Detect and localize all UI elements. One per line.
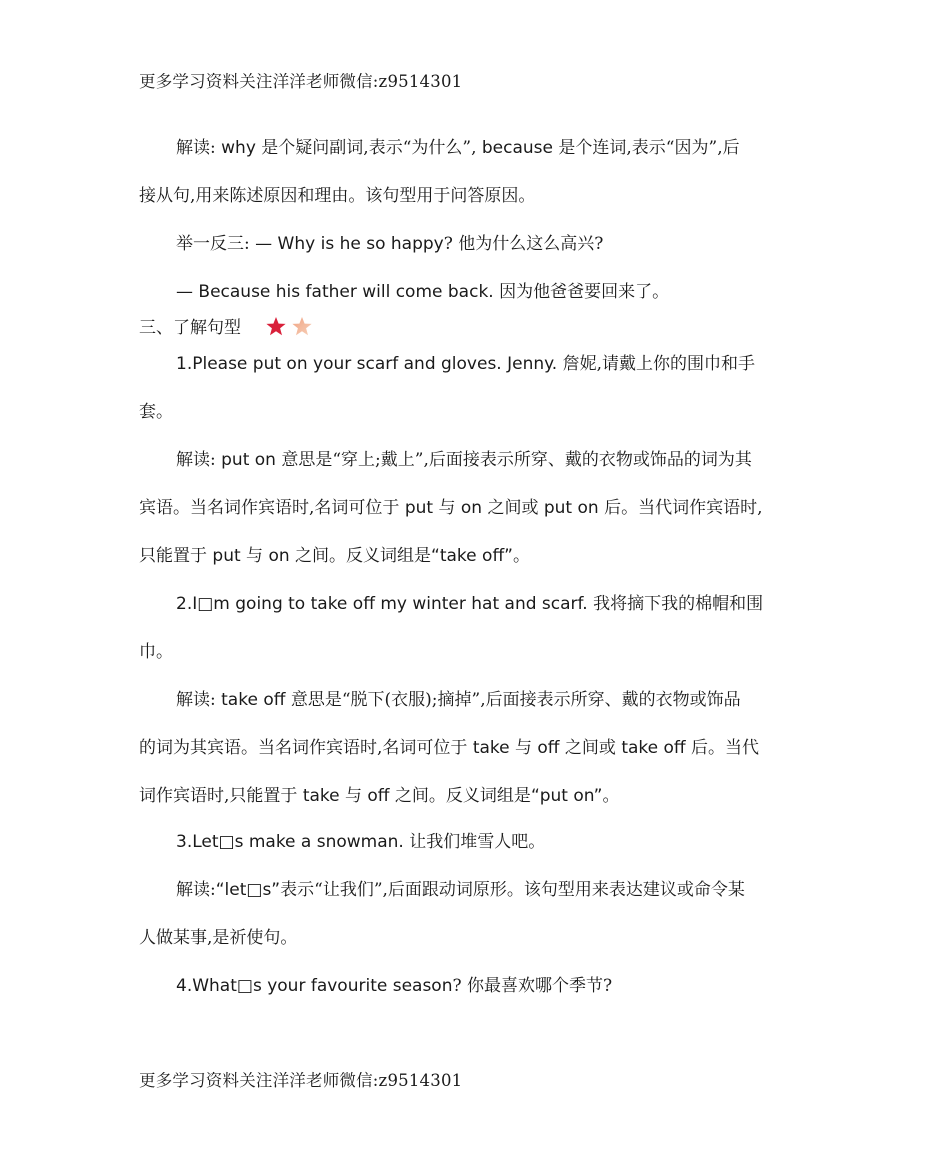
text: 意思是“脱下(衣服);摘掉”,后面接表示所穿、戴的衣物或饰品	[285, 690, 741, 710]
sentence-item-4	[176, 974, 612, 998]
keyword: take	[302, 786, 340, 806]
sentence-item-2	[176, 592, 763, 616]
keyword: because	[481, 138, 553, 158]
keyword: off	[537, 738, 560, 758]
sentence-cn: ? 你最喜欢哪个季节?	[452, 976, 613, 996]
item-3-explain-line-2: 人做某事,是祈使句。	[139, 928, 298, 948]
sentence-item-1	[176, 352, 755, 376]
keyword: “take off”	[431, 546, 513, 566]
keyword: on	[268, 546, 290, 566]
keyword: put on	[543, 498, 599, 518]
explain-label: 解读:	[176, 450, 222, 470]
text: 表示“让我们”,后面跟动词原形。该句型用来表达建议或命令某	[280, 880, 745, 900]
sentence-item-3	[176, 830, 545, 854]
sentence-item-2-cont: 巾。	[139, 642, 173, 662]
text: 之间。反义词组是	[389, 786, 531, 806]
sentence-item-1-cont: 套。	[139, 402, 173, 422]
text: 宾语。当名词作宾语时,名词可位于	[139, 498, 405, 518]
text: 与	[433, 498, 461, 518]
keyword: put	[404, 498, 434, 518]
keyword: take off	[621, 738, 686, 758]
text: 与	[509, 738, 538, 758]
sentence-cn: 让我们堆雪人吧。	[403, 832, 546, 852]
text: 后。当代词作宾语时,	[598, 498, 763, 518]
explain-line-cont: 接从句,用来陈述原因和理由。该句型用于问答原因。	[139, 186, 536, 206]
item-1-explain-line-3	[139, 544, 530, 568]
item-1-explain-line-2	[139, 496, 762, 520]
explain-label: 解读:	[176, 690, 222, 710]
text: 与	[339, 786, 368, 806]
text: 之间或	[559, 738, 622, 758]
explain-label: 解读:	[176, 880, 216, 900]
text: 是个连词,表示“因为”,后	[553, 138, 740, 158]
star-half-icon	[292, 317, 311, 335]
example-question-cn: ? 他为什么这么高兴?	[443, 234, 604, 254]
example-question	[176, 232, 603, 256]
text: 。	[512, 546, 530, 566]
keyword: take off	[221, 690, 286, 710]
example-answer-cn: 因为他爸爸要回来了。	[493, 282, 670, 302]
item-3-explain-line-1	[176, 878, 745, 902]
sentence-en: 4.What□s your favourite season	[176, 976, 453, 996]
explain-label: 解读:	[176, 138, 222, 158]
text: 只能置于	[139, 546, 213, 566]
text: 。	[602, 786, 620, 806]
sentence-cn: 詹妮,请戴上你的围巾和手	[557, 354, 755, 374]
sentence-en: 1.Please put on your scarf and gloves. Jenny.	[176, 354, 558, 374]
sentence-en: 3.Let□s make a snowman.	[176, 832, 404, 852]
sentence-en: 2.I□m going to take off my winter hat and scarf.	[176, 594, 588, 614]
keyword: take	[472, 738, 510, 758]
page-footer: 更多学习资料关注洋洋老师微信:z9514301	[139, 1071, 463, 1090]
item-1-explain-line-1	[176, 448, 752, 472]
example-label: 举一反三:	[176, 234, 256, 254]
page-header: 更多学习资料关注洋洋老师微信:z9514301	[139, 72, 463, 91]
star-filled-icon	[266, 317, 285, 335]
text: 词作宾语时,只能置于	[139, 786, 303, 806]
text: 的词为其宾语。当名词作宾语时,名词可位于	[139, 738, 473, 758]
item-2-explain-line-3	[139, 784, 619, 808]
explain-line	[176, 136, 740, 160]
text: 后。当代	[685, 738, 760, 758]
keyword: why	[221, 138, 256, 158]
keyword: put on	[221, 450, 276, 470]
example-answer-en: — Because his father will come back.	[176, 282, 494, 302]
text: 之间或	[482, 498, 544, 518]
item-2-explain-line-2	[139, 736, 759, 760]
keyword: on	[460, 498, 483, 518]
text: 是个疑问副词,表示“为什么”,	[255, 138, 482, 158]
keyword: off	[367, 786, 390, 806]
text: 之间。反义词组是	[289, 546, 432, 566]
item-2-explain-line-1	[176, 688, 741, 712]
keyword: put	[212, 546, 241, 566]
section-heading: 三、了解句型	[139, 318, 241, 338]
keyword: “let□s”	[215, 880, 281, 900]
text: 意思是“穿上;戴上”,后面接表示所穿、戴的衣物或饰品的词为其	[275, 450, 752, 470]
example-question-en: — Why is he so happy	[255, 234, 444, 254]
text: 与	[240, 546, 269, 566]
sentence-cn: 我将摘下我的棉帽和围	[587, 594, 764, 614]
rating-stars	[265, 316, 317, 338]
example-answer	[176, 280, 669, 304]
keyword: “put on”	[530, 786, 603, 806]
